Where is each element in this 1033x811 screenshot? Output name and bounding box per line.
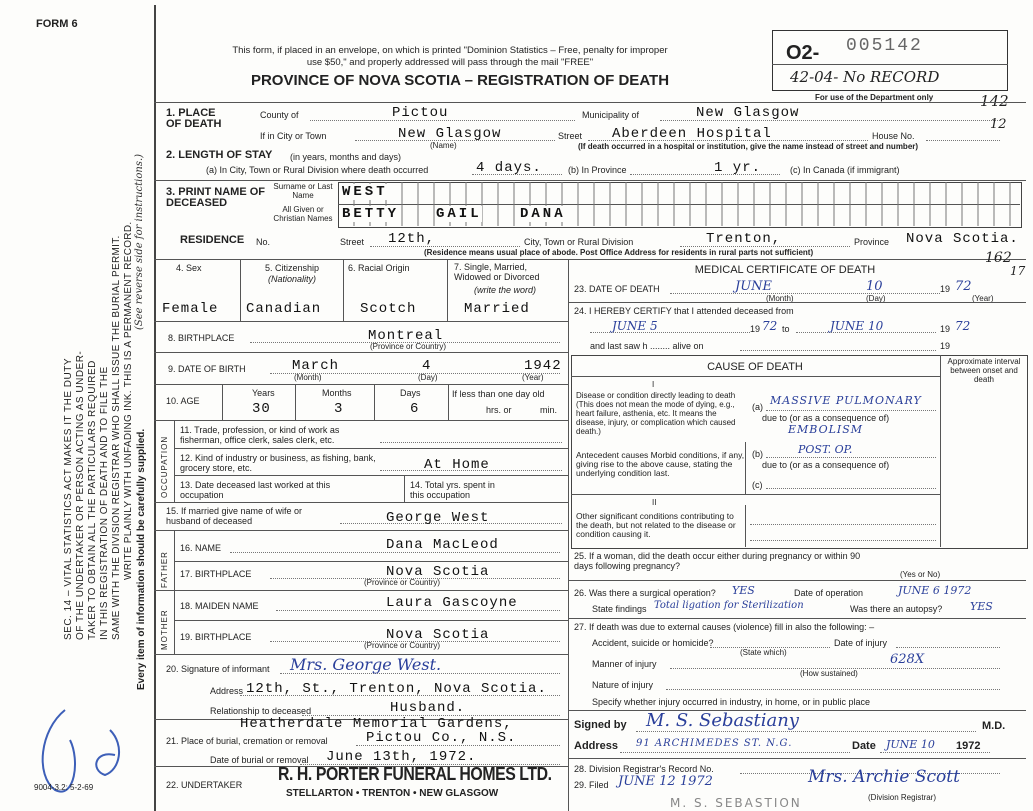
date-label: Date bbox=[852, 740, 876, 752]
place-note: (If death occurred in a hospital or institution, give the name instead of street and number) bbox=[578, 142, 919, 151]
dept-num-mid: 12 bbox=[990, 117, 1007, 132]
undertaker-label: 22. UNDERTAKER bbox=[166, 780, 243, 790]
cause-heading: CAUSE OF DEATH bbox=[707, 361, 803, 373]
roman-two: II bbox=[652, 498, 657, 507]
disease-label: Disease or condition directly leading to death (This does not mean the mode of dying, e.g., heart failure, asthenia, etc. It means the disease, injury, or complication which caused death.) bbox=[576, 391, 736, 436]
mother-maiden-name: Laura Gascoyne bbox=[386, 595, 518, 611]
city-value: New Glasgow bbox=[398, 126, 502, 142]
death-month-cap: (Month) bbox=[766, 294, 794, 303]
informant-sig-label: 20. Signature of informant bbox=[166, 664, 270, 674]
cause-a-label: (a) bbox=[752, 402, 763, 412]
father-bp-sub: (Province or Country) bbox=[364, 578, 441, 587]
q12-value: At Home bbox=[424, 457, 490, 473]
surgery-value: YES bbox=[732, 584, 755, 597]
op-date-label: Date of operation bbox=[794, 588, 864, 598]
hrs-label: hrs. or bbox=[486, 405, 512, 415]
burial-place-label: 21. Place of burial, cremation or removal bbox=[166, 736, 328, 746]
racial-value: Scotch bbox=[360, 301, 417, 317]
given-name-1: BETTY bbox=[342, 206, 400, 222]
years-label: Years bbox=[252, 388, 275, 398]
how-sustained-caption: (How sustained) bbox=[800, 669, 858, 678]
months-label: Months bbox=[322, 388, 352, 398]
q13-label: 13. Date deceased last worked at this occupation bbox=[180, 480, 331, 500]
mother-bp-label: 19. BIRTHPLACE bbox=[180, 632, 252, 642]
mother-side-label: MOTHER bbox=[160, 609, 169, 650]
mail-notice-2: use $50," and properly addressed will pass through the mail "FREE" bbox=[306, 57, 594, 68]
mother-name-label: 18. MAIDEN NAME bbox=[180, 601, 259, 611]
q27-label: 27. If death was due to external causes (violence) fill in also the following: – bbox=[574, 622, 875, 632]
physician-address: 91 ARCHIMEDES ST. N.G. bbox=[636, 738, 793, 749]
residence-note: (Residence means usual place of abode. Post Office Address for residents in rural parts not sufficient) bbox=[424, 248, 814, 257]
stay-b-value: 1 yr. bbox=[714, 160, 762, 176]
antecedent-label: Antecedent causes Morbid conditions, if any, giving rise to the above cause, stating the underlying condition last. bbox=[576, 450, 745, 478]
burial-place-1: Heatherdale Memorial Gardens, bbox=[240, 716, 513, 732]
op-date-value: JUNE 6 1972 bbox=[898, 584, 972, 597]
name-label: 3. PRINT NAME OF DECEASED bbox=[166, 186, 266, 209]
mother-birthplace: Nova Scotia bbox=[386, 627, 490, 643]
due-to-b: due to (or as a consequence of) bbox=[762, 460, 890, 470]
death-day-cap: (Day) bbox=[866, 294, 886, 303]
father-side-label: FATHER bbox=[160, 551, 169, 588]
sex-value: Female bbox=[162, 301, 219, 317]
attended-to-label: to bbox=[782, 324, 790, 334]
dob-day-cap: (Day) bbox=[418, 373, 438, 382]
father-birthplace: Nova Scotia bbox=[386, 564, 490, 580]
specify-label: Specify whether injury occurred in industry, in home, or in public place bbox=[592, 697, 870, 707]
citizenship-value: Canadian bbox=[246, 301, 322, 317]
dob-month: March bbox=[292, 358, 340, 374]
burial-date-label: Date of burial or removal bbox=[210, 755, 309, 765]
informant-address: 12th, St., Trenton, Nova Scotia. bbox=[246, 681, 547, 697]
municipality-value: New Glasgow bbox=[696, 105, 800, 121]
dob-year: 1942 bbox=[524, 358, 562, 374]
q23-label: 23. DATE OF DEATH bbox=[574, 284, 660, 294]
cause-b-value: POST. OP. bbox=[798, 443, 853, 456]
given-label: All Given or Christian Names bbox=[273, 205, 333, 223]
attended-to-year: 72 bbox=[955, 319, 971, 333]
residence-label: RESIDENCE bbox=[180, 234, 245, 246]
document-title: PROVINCE OF NOVA SCOTIA – REGISTRATION OF DEATH bbox=[250, 72, 670, 89]
dept-handwritten-note: 42-04- No RECORD bbox=[790, 68, 940, 86]
stay-label: 2. LENGTH OF STAY bbox=[166, 149, 273, 161]
death-day: 10 bbox=[866, 279, 883, 294]
relationship-label: Relationship to deceased bbox=[210, 706, 312, 716]
name-caption: (Name) bbox=[430, 141, 457, 150]
q25-label: 25. If a woman, did the death occur either during pregnancy or within 90 days following pregnancy? bbox=[574, 551, 861, 571]
street-value: Aberdeen Hospital bbox=[612, 126, 772, 142]
residence-street: 12th, bbox=[388, 231, 436, 247]
father-name-label: 16. NAME bbox=[180, 543, 222, 553]
father-bp-label: 17. BIRTHPLACE bbox=[180, 569, 252, 579]
age-years: 30 bbox=[252, 401, 271, 417]
side-text-5: SAME WITH THE DIVISION REGISTRAR WHO SHALL ISSUE THE BURIAL PERMIT. bbox=[111, 235, 122, 640]
dob-day: 4 bbox=[422, 358, 432, 374]
burial-place-2: Pictou Co., N.S. bbox=[366, 730, 517, 746]
signed-by-label: Signed by bbox=[574, 719, 627, 731]
last-saw-year-prefix: 19 bbox=[940, 341, 951, 351]
last-saw-label: and last saw h ........ alive on bbox=[590, 341, 704, 351]
every-item-note: Every item of information should be carefully supplied. bbox=[136, 428, 147, 690]
dept-num-top: 142 bbox=[980, 92, 1009, 110]
due-to-a: due to (or as a consequence of) bbox=[762, 413, 890, 423]
mail-notice-1: This form, if placed in an envelope, on which is printed "Dominion Statistics – Free, penalty for improper bbox=[232, 45, 668, 56]
informant-signature: Mrs. George West. bbox=[290, 655, 442, 674]
attended-from: JUNE 5 bbox=[612, 319, 658, 333]
birthplace-label: 8. BIRTHPLACE bbox=[168, 333, 235, 343]
given-name-3: DANA bbox=[520, 206, 566, 222]
municipality-label: Municipality of bbox=[582, 110, 640, 120]
nature-label: Nature of injury bbox=[592, 680, 654, 690]
attended-from-year-prefix: 19 bbox=[750, 324, 761, 334]
city-label: If in City or Town bbox=[260, 131, 327, 141]
q12-label: 12. Kind of industry or business, as fishing, bank, grocery store, etc. bbox=[180, 453, 376, 473]
cause-a-value: MASSIVE PULMONARY bbox=[770, 394, 922, 407]
min-label: min. bbox=[540, 405, 558, 415]
roman-one: I bbox=[652, 380, 655, 389]
death-year-cap: (Year) bbox=[972, 294, 994, 303]
injury-date-label: Date of injury bbox=[834, 638, 888, 648]
md-label: M.D. bbox=[982, 720, 1006, 732]
marital-value: Married bbox=[464, 301, 530, 317]
filed-date: JUNE 12 1972 bbox=[618, 774, 713, 789]
address-label: Address bbox=[574, 740, 619, 752]
registrar-caption: (Division Registrar) bbox=[868, 793, 937, 802]
death-month: JUNE bbox=[735, 279, 773, 294]
marital-label: 7. Single, Married, Widowed or Divorced bbox=[454, 262, 540, 282]
cause-a-continued: EMBOLISM bbox=[788, 423, 864, 436]
street-label: Street bbox=[558, 131, 583, 141]
attended-to-year-prefix: 19 bbox=[940, 324, 951, 334]
accident-label: Accident, suicide or homicide? bbox=[592, 638, 714, 648]
side-text-1: SEC. 14 – VITAL STATISTICS ACT MAKES IT THE DUTY bbox=[63, 357, 74, 640]
dept-caption: For use of the Department only bbox=[815, 93, 934, 102]
undertaker-locations: STELLARTON • TRENTON • NEW GLASGOW bbox=[286, 788, 499, 799]
form-code: 9004-3.2: 5-2-69 bbox=[34, 783, 94, 792]
residence-province-label: Province bbox=[854, 237, 890, 247]
residence-no-label: No. bbox=[256, 237, 271, 247]
dept-num-low: 162 bbox=[985, 250, 1012, 266]
q14-label: 14. Total yrs. spent in this occupation bbox=[410, 480, 495, 500]
other-conditions-label: Other significant conditions contributing to the death, but not related to the disease or condition causing it. bbox=[576, 511, 736, 539]
residence-province: Nova Scotia. bbox=[906, 231, 1019, 247]
residence-city-label: City, Town or Rural Division bbox=[524, 237, 634, 247]
yes-no-caption: (Yes or No) bbox=[900, 570, 941, 579]
surname-label: Surname or Last Name bbox=[273, 182, 333, 200]
dob-label: 9. DATE OF BIRTH bbox=[168, 364, 246, 374]
sex-label: 4. Sex bbox=[176, 263, 202, 273]
house-label: House No. bbox=[872, 131, 915, 141]
stay-b-label: (b) In Province bbox=[568, 165, 627, 175]
registrar-signature: Mrs. Archie Scott bbox=[808, 767, 960, 787]
dept-num-low2: 17 bbox=[1010, 264, 1026, 278]
attended-to: JUNE 10 bbox=[830, 319, 884, 333]
stay-a-label: (a) In City, Town or Rural Division where death occurred bbox=[206, 165, 429, 175]
attended-from-year: 72 bbox=[762, 319, 778, 333]
q15-label: 15. If married give name of wife or husband of deceased bbox=[166, 506, 303, 526]
occupation-side-label: OCCUPATION bbox=[160, 435, 169, 498]
birthplace-sub: (Province or Country) bbox=[370, 342, 447, 351]
q24-label: 24. I HEREBY CERTIFY that I attended deceased from bbox=[574, 306, 794, 316]
death-year: 72 bbox=[955, 279, 972, 294]
side-text-6: WRITE PLAINLY WITH UNFADING INK. THIS IS A PERMANENT RECORD. bbox=[123, 221, 134, 580]
interval-label: Approximate interval between onset and death bbox=[947, 357, 1021, 384]
manner-label: Manner of injury bbox=[592, 659, 657, 669]
marital-sub: (write the word) bbox=[474, 285, 537, 295]
burial-date: June 13th, 1972. bbox=[326, 749, 477, 765]
registration-number: 005142 bbox=[846, 36, 923, 56]
age-label: 10. AGE bbox=[166, 396, 200, 406]
birthplace-value: Montreal bbox=[368, 328, 444, 344]
surname-value: WEST bbox=[342, 184, 388, 200]
findings-label: State findings bbox=[592, 604, 647, 614]
days-label: Days bbox=[400, 388, 421, 398]
informant-address-label: Address bbox=[210, 686, 244, 696]
cert-year: 1972 bbox=[956, 740, 981, 752]
q28-label: 28. Division Registrar's Record No. bbox=[574, 764, 714, 774]
stay-sub: (in years, months and days) bbox=[290, 152, 402, 162]
father-name: Dana MacLeod bbox=[386, 537, 499, 553]
stay-c-label: (c) In Canada (if immigrant) bbox=[790, 165, 900, 175]
less-than-day: If less than one day old bbox=[452, 389, 545, 399]
q29-label: 29. Filed bbox=[574, 780, 609, 790]
physician-signature: M. S. Sebastiany bbox=[646, 710, 799, 731]
stay-a-value: 4 days. bbox=[476, 160, 542, 176]
side-text-3: TAKER TO OBTAIN ALL THE PARTICULARS REQUIRED bbox=[87, 360, 98, 640]
q15-value: George West bbox=[386, 510, 490, 526]
mother-bp-sub: (Province or Country) bbox=[364, 641, 441, 650]
bottom-signature: M. S. SEBASTION bbox=[670, 796, 802, 810]
injury-code: 628X bbox=[890, 652, 925, 667]
autopsy-label: Was there an autopsy? bbox=[850, 604, 943, 614]
citizenship-sub: (Nationality) bbox=[267, 274, 316, 284]
county-label: County of bbox=[260, 110, 299, 120]
undertaker-stamp: R. H. PORTER FUNERAL HOMES LTD. bbox=[278, 764, 552, 784]
given-name-2: GAIL bbox=[436, 206, 482, 222]
q26-label: 26. Was there a surgical operation? bbox=[574, 588, 716, 598]
side-text-4: IN THIS REGISTRATION OF DEATH AND TO FILE THE bbox=[99, 366, 110, 640]
racial-label: 6. Racial Origin bbox=[348, 263, 410, 273]
findings-value: Total ligation for Sterilization bbox=[654, 600, 804, 611]
q11-label: 11. Trade, profession, or kind of work as fisherman, office clerk, sales clerk, etc. bbox=[180, 425, 340, 445]
place-label: 1. PLACE OF DEATH bbox=[166, 107, 222, 130]
citizenship-label: 5. Citizenship bbox=[264, 263, 320, 273]
autopsy-value: YES bbox=[970, 600, 993, 613]
cause-c-label: (c) bbox=[752, 480, 763, 490]
residence-city: Trenton, bbox=[706, 231, 782, 247]
medical-heading: MEDICAL CERTIFICATE OF DEATH bbox=[694, 264, 876, 276]
age-days: 6 bbox=[410, 401, 420, 417]
relationship-value: Husband. bbox=[390, 700, 466, 716]
cause-b-label: (b) bbox=[752, 449, 763, 459]
residence-street-label: Street bbox=[340, 237, 365, 247]
state-which-caption: (State which) bbox=[740, 648, 787, 657]
reverse-note: (See reverse side for instructions.) bbox=[134, 153, 145, 330]
dept-prefix: O2- bbox=[786, 42, 820, 64]
dob-month-cap: (Month) bbox=[294, 373, 322, 382]
dob-year-cap: (Year) bbox=[522, 373, 544, 382]
age-months: 3 bbox=[334, 401, 344, 417]
side-text-2: OF THE UNDERTAKER OR PERSON ACTING AS UNDER- bbox=[75, 350, 86, 640]
cert-date: JUNE 10 bbox=[886, 738, 935, 751]
county-value: Pictou bbox=[392, 105, 449, 121]
form-label: FORM 6 bbox=[36, 18, 78, 30]
death-year-prefix: 19 bbox=[940, 284, 951, 294]
